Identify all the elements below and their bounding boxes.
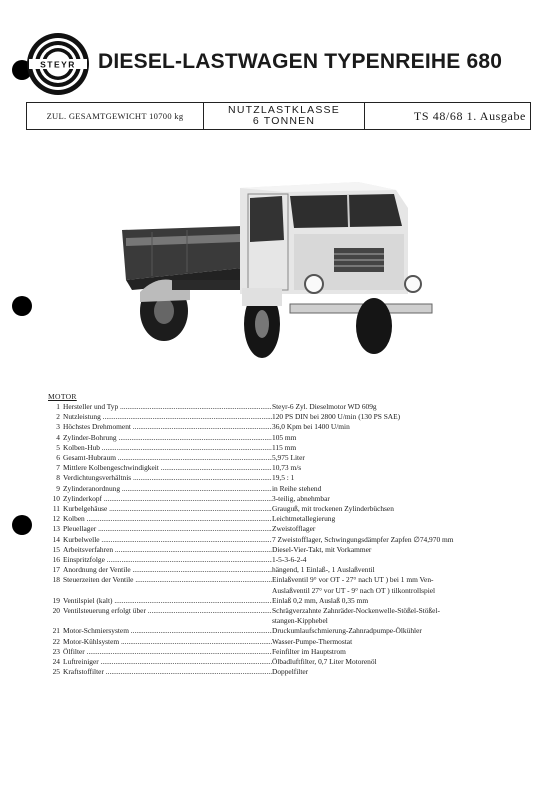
spec-value: 3-teilig, abnehmbar	[272, 493, 330, 503]
spec-row	[48, 626, 538, 636]
gross-weight: ZUL. GESAMTGEWICHT 10700 kg	[46, 111, 184, 121]
spec-row	[48, 606, 538, 626]
spec-number: 24	[52, 657, 60, 667]
spec-value: Einlaß 0,2 mm, Auslaß 0,35 mm	[272, 595, 369, 605]
punch-hole-middle	[12, 296, 32, 316]
spec-value: 105 mm	[272, 432, 297, 442]
spec-row	[48, 422, 538, 432]
spec-number: 17	[52, 565, 60, 575]
spec-row	[48, 504, 538, 514]
spec-label: Ventilsteuerung erfolgt über .....	[63, 606, 272, 626]
spec-value: 5,975 Liter	[272, 453, 305, 463]
spec-label: Mittlere Kolbengeschwindigkeit .....	[63, 463, 272, 473]
spec-label: Hersteller und Typ .....	[63, 402, 272, 412]
spec-row	[48, 637, 538, 647]
spec-number: 18	[52, 575, 60, 585]
punch-hole-bottom	[12, 515, 32, 535]
truck-photo	[112, 168, 440, 364]
spec-label: Verdichtungsverhältnis .....	[63, 473, 272, 483]
spec-row	[48, 647, 538, 657]
spec-number: 10	[52, 493, 60, 503]
spec-row	[48, 667, 538, 677]
spec-number: 14	[52, 534, 60, 544]
spec-value: Feinfilter im Hauptstrom	[272, 646, 346, 656]
spec-label: Gesamt-Hubraum .....	[63, 453, 272, 463]
spec-value: Grauguß, mit trockenen Zylinderbüchsen	[272, 504, 394, 514]
spec-value: 36,0 Kpm bei 1400 U/min	[272, 422, 350, 432]
spec-row	[48, 443, 538, 453]
spec-row	[48, 453, 538, 463]
spec-label: Motor-Kühlsystem .....	[63, 637, 272, 647]
spec-label: Luftreiniger .....	[63, 657, 272, 667]
spec-label: Zylinderanordnung .....	[63, 484, 272, 494]
spec-label: Ventilspiel (kalt) .....	[63, 596, 272, 606]
spec-number: 2	[56, 412, 60, 422]
spec-label: Höchstes Drehmoment .....	[63, 422, 272, 432]
page-title: DIESEL-LASTWAGEN TYPENREIHE 680	[98, 50, 503, 73]
spec-label: Pleuellager .....	[63, 524, 272, 534]
spec-row	[48, 514, 538, 524]
spec-row	[48, 433, 538, 443]
spec-number: 12	[52, 514, 60, 524]
spec-number: 15	[52, 544, 60, 554]
spec-label: Motor-Schmiersystem .....	[63, 626, 272, 636]
spec-number: 3	[56, 422, 60, 432]
spec-number: 9	[56, 483, 60, 493]
spec-value: hängend, 1 Einlaß-, 1 Auslaßventil	[272, 565, 375, 575]
spec-label: Einspritzfolge .....	[63, 555, 272, 565]
svg-text:STEYR: STEYR	[40, 59, 76, 70]
spec-value: Doppelfilter	[272, 667, 309, 677]
spec-value: Wasser-Pumpe-Thermostat	[272, 636, 353, 646]
spec-label: Kolben-Hub .....	[63, 443, 272, 453]
spec-label: Ölfilter .....	[63, 647, 272, 657]
spec-value: Ölbadluftfilter, 0,7 Liter Motorenöl	[272, 657, 377, 667]
spec-row	[48, 412, 538, 422]
spec-value: Druckumlaufschmierung-Zahnradpumpe-Ölkühler	[272, 626, 422, 636]
spec-number: 8	[56, 473, 60, 483]
spec-number: 20	[52, 606, 60, 616]
spec-value: Leichtmetallegierung	[272, 514, 336, 524]
spec-value: 19,5 : 1	[272, 473, 295, 483]
spec-number: 4	[56, 432, 60, 442]
spec-row	[48, 555, 538, 565]
spec-number: 5	[56, 442, 60, 452]
spec-row	[48, 463, 538, 473]
spec-label: Kolben .....	[63, 514, 272, 524]
spec-value: 120 PS DIN bei 2800 U/min (130 PS SAE)	[272, 412, 401, 422]
spec-number: 6	[56, 453, 60, 463]
spec-number: 7	[56, 463, 60, 473]
spec-row	[48, 565, 538, 575]
spec-row	[48, 524, 538, 534]
spec-number: 21	[52, 626, 60, 636]
spec-row	[48, 657, 538, 667]
payload-class-label: NUTZLASTKLASSE	[228, 104, 340, 116]
spec-row	[48, 484, 538, 494]
spec-value: in Reihe stehend	[272, 483, 322, 493]
spec-table	[48, 392, 538, 677]
spec-number: 16	[52, 555, 60, 565]
spec-row	[48, 535, 538, 545]
spec-value: 115 mm	[272, 442, 297, 452]
spec-number: 23	[52, 646, 60, 656]
payload-class-value: 6 TONNEN	[252, 115, 316, 127]
section-heading: MOTOR	[48, 392, 77, 401]
payload-class	[203, 103, 365, 129]
spec-value: Einlaßventil 9° vor OT - 27° nach UT ) bei 1 mm Ven- Auslaßventil 27° vor UT - 9° nach OT ) tilkontrollspiel	[272, 575, 436, 595]
spec-value: Steyr-6 Zyl. Dieselmotor WD 609g	[272, 402, 377, 411]
spec-label: Kraftstoffilter .....	[63, 667, 272, 677]
spec-label: Nutzleistung .....	[63, 412, 272, 422]
spec-number: 22	[52, 636, 60, 646]
spec-label: Zylinderkopf .....	[63, 494, 272, 504]
spec-value: 7 Zweistofflager, Schwingungsdämpfer Zapfen ∅74,970 mm	[272, 534, 454, 544]
spec-label: Zylinder-Bohrung .....	[63, 433, 272, 443]
spec-row	[48, 402, 538, 412]
spec-number: 25	[52, 667, 60, 677]
edition-number: TS 48/68 1. Ausgabe	[413, 108, 526, 123]
spec-row	[48, 596, 538, 606]
spec-number: 1	[56, 402, 60, 411]
spec-label: Kurbelwelle .....	[63, 535, 272, 545]
spec-number: 19	[52, 595, 60, 605]
spec-row	[48, 575, 538, 595]
steyr-logo	[26, 32, 90, 96]
spec-row	[48, 494, 538, 504]
spec-row	[48, 473, 538, 483]
spec-label: Kurbelgehäuse .....	[63, 504, 272, 514]
spec-value: 1-5-3-6-2-4	[272, 555, 307, 565]
spec-number: 11	[52, 504, 60, 514]
spec-value: Zweistofflager	[272, 524, 316, 534]
spec-label: Steuerzeiten der Ventile .....	[63, 575, 272, 595]
spec-row	[48, 545, 538, 555]
spec-value: Diesel-Vier-Takt, mit Vorkammer	[272, 544, 372, 554]
info-bar	[26, 102, 531, 130]
spec-label: Arbeitsverfahren .....	[63, 545, 272, 555]
spec-value: Schrägverzahnte Zahnräder-Nockenwelle-Stößel-Stößel- stangen-Kipphebel	[272, 606, 440, 626]
spec-label: Anordnung der Ventile .....	[63, 565, 272, 575]
spec-value: 10,73 m/s	[272, 463, 302, 473]
spec-number: 13	[52, 524, 60, 534]
